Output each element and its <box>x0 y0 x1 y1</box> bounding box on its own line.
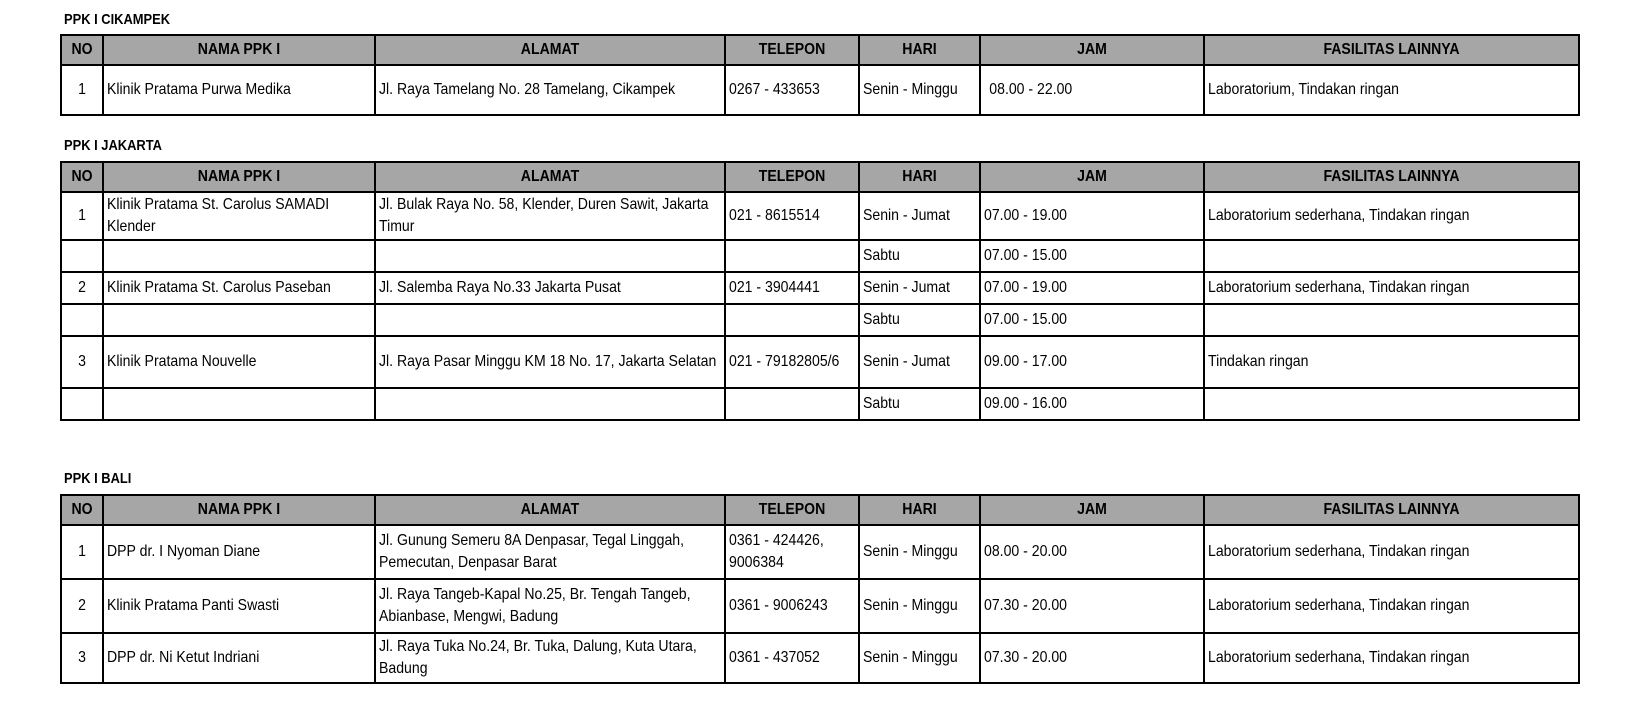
column-header-jam: JAM <box>980 495 1204 525</box>
table-jakarta <box>60 161 1580 421</box>
cell-alamat <box>375 388 725 420</box>
cell-fasilitas <box>1204 304 1579 336</box>
cell-nama <box>103 240 375 272</box>
cell-fasilitas: Laboratorium sederhana, Tindakan ringan <box>1204 579 1579 633</box>
cell-hari: Senin - Minggu <box>859 579 980 633</box>
cell-alamat: Jl. Salemba Raya No.33 Jakarta Pusat <box>375 272 725 304</box>
cell-alamat: Jl. Raya Pasar Minggu KM 18 No. 17, Jakarta Selatan <box>375 336 725 388</box>
column-header-fasilitas: FASILITAS LAINNYA <box>1204 35 1579 65</box>
cell-jam: 08.00 - 22.00 <box>980 65 1204 115</box>
cell-fasilitas: Laboratorium, Tindakan ringan <box>1204 65 1579 115</box>
column-header-telepon: TELEPON <box>725 35 859 65</box>
cell-alamat <box>375 304 725 336</box>
cell-hari: Sabtu <box>859 388 980 420</box>
cell-jam: 08.00 - 20.00 <box>980 525 1204 579</box>
cell-jam: 07.30 - 20.00 <box>980 633 1204 683</box>
cell-fasilitas: Laboratorium sederhana, Tindakan ringan <box>1204 633 1579 683</box>
cell-no: 1 <box>61 192 103 240</box>
cell-nama: DPP dr. Ni Ketut Indriani <box>103 633 375 683</box>
cell-jam: 07.00 - 15.00 <box>980 304 1204 336</box>
table-row <box>61 65 1579 115</box>
table-row <box>61 192 1579 240</box>
cell-no <box>61 304 103 336</box>
table-header-row <box>61 35 1579 65</box>
cell-no: 2 <box>61 272 103 304</box>
cell-jam: 07.00 - 15.00 <box>980 240 1204 272</box>
table-bali <box>60 494 1580 684</box>
column-header-fasilitas: FASILITAS LAINNYA <box>1204 495 1579 525</box>
column-header-alamat: ALAMAT <box>375 162 725 192</box>
cell-telepon <box>725 304 859 336</box>
table-row <box>61 272 1579 304</box>
table-header-row <box>61 495 1579 525</box>
cell-fasilitas: Tindakan ringan <box>1204 336 1579 388</box>
cell-hari: Senin - Jumat <box>859 272 980 304</box>
table-row <box>61 633 1579 683</box>
cell-jam: 07.00 - 19.00 <box>980 192 1204 240</box>
cell-nama: Klinik Pratama St. Carolus Paseban <box>103 272 375 304</box>
cell-no: 3 <box>61 336 103 388</box>
table-row <box>61 579 1579 633</box>
cell-alamat: Jl. Raya Tangeb-Kapal No.25, Br. Tengah Tangeb, Abianbase, Mengwi, Badung <box>375 579 725 633</box>
section-title-bali: PPK I BALI <box>64 470 132 487</box>
column-header-no: NO <box>61 495 103 525</box>
cell-telepon: 021 - 8615514 <box>725 192 859 240</box>
column-header-fasilitas: FASILITAS LAINNYA <box>1204 162 1579 192</box>
table-row <box>61 388 1579 420</box>
cell-hari: Senin - Minggu <box>859 633 980 683</box>
cell-alamat <box>375 240 725 272</box>
table-row <box>61 304 1579 336</box>
section-title-cikampek: PPK I CIKAMPEK <box>64 11 171 28</box>
column-header-no: NO <box>61 35 103 65</box>
cell-alamat: Jl. Raya Tamelang No. 28 Tamelang, Cikampek <box>375 65 725 115</box>
cell-hari: Sabtu <box>859 304 980 336</box>
cell-jam: 07.00 - 19.00 <box>980 272 1204 304</box>
cell-hari: Senin - Jumat <box>859 192 980 240</box>
table-cikampek <box>60 34 1580 116</box>
cell-fasilitas: Laboratorium sederhana, Tindakan ringan <box>1204 525 1579 579</box>
cell-fasilitas: Laboratorium sederhana, Tindakan ringan <box>1204 272 1579 304</box>
column-header-no: NO <box>61 162 103 192</box>
cell-alamat: Jl. Bulak Raya No. 58, Klender, Duren Sawit, Jakarta Timur <box>375 192 725 240</box>
cell-telepon: 0361 - 9006243 <box>725 579 859 633</box>
cell-nama <box>103 388 375 420</box>
table-row <box>61 525 1579 579</box>
column-header-hari: HARI <box>859 162 980 192</box>
cell-hari: Senin - Minggu <box>859 525 980 579</box>
cell-jam: 07.30 - 20.00 <box>980 579 1204 633</box>
cell-nama <box>103 304 375 336</box>
column-header-telepon: TELEPON <box>725 162 859 192</box>
column-header-alamat: ALAMAT <box>375 495 725 525</box>
cell-fasilitas: Laboratorium sederhana, Tindakan ringan <box>1204 192 1579 240</box>
column-header-telepon: TELEPON <box>725 495 859 525</box>
column-header-jam: JAM <box>980 162 1204 192</box>
cell-telepon: 021 - 79182805/6 <box>725 336 859 388</box>
cell-hari: Senin - Minggu <box>859 65 980 115</box>
cell-no <box>61 388 103 420</box>
cell-telepon <box>725 388 859 420</box>
cell-hari: Sabtu <box>859 240 980 272</box>
cell-telepon: 0361 - 424426, 9006384 <box>725 525 859 579</box>
column-header-nama: NAMA PPK I <box>103 162 375 192</box>
column-header-hari: HARI <box>859 35 980 65</box>
column-header-nama: NAMA PPK I <box>103 35 375 65</box>
column-header-alamat: ALAMAT <box>375 35 725 65</box>
cell-telepon: 0361 - 437052 <box>725 633 859 683</box>
cell-no: 1 <box>61 65 103 115</box>
cell-alamat: Jl. Gunung Semeru 8A Denpasar, Tegal Linggah, Pemecutan, Denpasar Barat <box>375 525 725 579</box>
cell-nama: Klinik Pratama Purwa Medika <box>103 65 375 115</box>
cell-telepon: 0267 - 433653 <box>725 65 859 115</box>
column-header-nama: NAMA PPK I <box>103 495 375 525</box>
cell-jam: 09.00 - 16.00 <box>980 388 1204 420</box>
cell-fasilitas <box>1204 240 1579 272</box>
table-row <box>61 336 1579 388</box>
column-header-jam: JAM <box>980 35 1204 65</box>
cell-nama: Klinik Pratama St. Carolus SAMADI Klender <box>103 192 375 240</box>
cell-no <box>61 240 103 272</box>
cell-telepon: 021 - 3904441 <box>725 272 859 304</box>
cell-hari: Senin - Jumat <box>859 336 980 388</box>
cell-alamat: Jl. Raya Tuka No.24, Br. Tuka, Dalung, Kuta Utara, Badung <box>375 633 725 683</box>
table-row <box>61 240 1579 272</box>
table-header-row <box>61 162 1579 192</box>
cell-nama: Klinik Pratama Nouvelle <box>103 336 375 388</box>
section-title-jakarta: PPK I JAKARTA <box>64 137 162 154</box>
cell-telepon <box>725 240 859 272</box>
cell-no: 3 <box>61 633 103 683</box>
cell-fasilitas <box>1204 388 1579 420</box>
cell-nama: DPP dr. I Nyoman Diane <box>103 525 375 579</box>
cell-nama: Klinik Pratama Panti Swasti <box>103 579 375 633</box>
column-header-hari: HARI <box>859 495 980 525</box>
cell-no: 1 <box>61 525 103 579</box>
cell-no: 2 <box>61 579 103 633</box>
cell-jam: 09.00 - 17.00 <box>980 336 1204 388</box>
